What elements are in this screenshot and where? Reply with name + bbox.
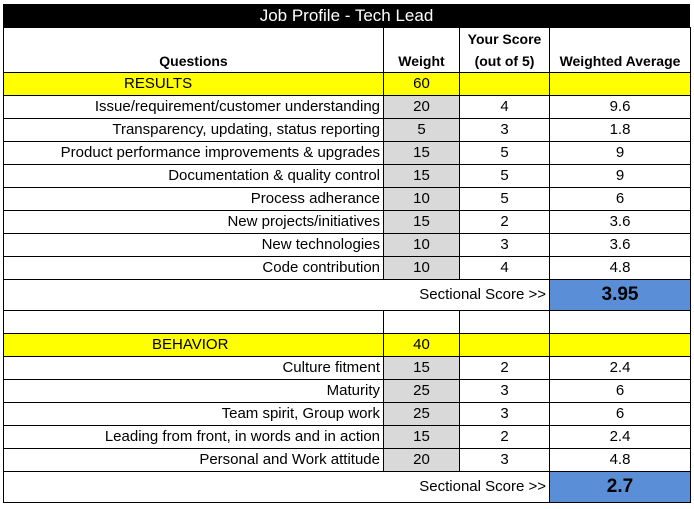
weighted-average-cell[interactable]: 9 (550, 165, 691, 188)
score-cell[interactable]: 3 (460, 449, 550, 472)
weighted-average-cell[interactable]: 3.6 (550, 234, 691, 257)
weight-cell[interactable]: 25 (384, 380, 460, 403)
blank-cell[interactable] (384, 311, 460, 334)
table-row (4, 426, 691, 449)
score-cell[interactable]: 5 (460, 165, 550, 188)
results-section-score-cell[interactable] (460, 73, 550, 96)
question-cell[interactable]: Culture fitment (4, 357, 384, 380)
score-cell[interactable]: 3 (460, 380, 550, 403)
results-sectional-score-label[interactable]: Sectional Score >> (4, 280, 550, 311)
blank-cell[interactable] (460, 311, 550, 334)
question-cell[interactable]: Transparency, updating, status reporting (4, 119, 384, 142)
results-section-avg-cell[interactable] (550, 73, 691, 96)
table-row (4, 142, 691, 165)
sheet-title: Job Profile - Tech Lead (3, 4, 690, 27)
weighted-average-cell[interactable]: 4.8 (550, 449, 691, 472)
score-cell[interactable]: 2 (460, 211, 550, 234)
weight-cell[interactable]: 20 (384, 96, 460, 119)
weight-cell[interactable]: 15 (384, 426, 460, 449)
score-cell[interactable]: 3 (460, 403, 550, 426)
weight-cell[interactable]: 15 (384, 165, 460, 188)
weight-cell[interactable]: 10 (384, 234, 460, 257)
behavior-section-label[interactable]: BEHAVIOR (4, 334, 384, 357)
question-cell[interactable]: New projects/initiatives (4, 211, 384, 234)
table-row (4, 211, 691, 234)
weighted-average-cell[interactable]: 6 (550, 188, 691, 211)
question-cell[interactable]: Code contribution (4, 257, 384, 280)
blank-cell[interactable] (4, 311, 384, 334)
table-row (4, 165, 691, 188)
question-cell[interactable]: Issue/requirement/customer understanding (4, 96, 384, 119)
table-row (4, 234, 691, 257)
table-row (4, 357, 691, 380)
weighted-average-cell[interactable]: 1.8 (550, 119, 691, 142)
score-cell[interactable]: 5 (460, 188, 550, 211)
header-row (4, 28, 691, 73)
behavior-sectional-score-value[interactable]: 2.7 (550, 472, 691, 503)
table-row (4, 403, 691, 426)
weight-cell[interactable]: 25 (384, 403, 460, 426)
behavior-section-weight[interactable]: 40 (384, 334, 460, 357)
table-row (4, 188, 691, 211)
score-cell[interactable]: 3 (460, 119, 550, 142)
results-sectional-score-row (4, 280, 691, 311)
spacer-row (4, 311, 691, 334)
question-cell[interactable]: Product performance improvements & upgrades (4, 142, 384, 165)
question-cell[interactable]: Documentation & quality control (4, 165, 384, 188)
table-row (4, 257, 691, 280)
header-weight[interactable]: Weight (384, 28, 460, 73)
weight-cell[interactable]: 5 (384, 119, 460, 142)
behavior-sectional-score-row (4, 472, 691, 503)
table-row (4, 380, 691, 403)
weight-cell[interactable]: 15 (384, 211, 460, 234)
weighted-average-cell[interactable]: 9 (550, 142, 691, 165)
results-sectional-score-value[interactable]: 3.95 (550, 280, 691, 311)
results-section-row (4, 73, 691, 96)
behavior-section-avg-cell[interactable] (550, 334, 691, 357)
blank-cell[interactable] (550, 311, 691, 334)
header-questions[interactable]: Questions (4, 28, 384, 73)
results-section-weight[interactable]: 60 (384, 73, 460, 96)
header-your-score-line2: (out of 5) (474, 53, 535, 69)
table-row (4, 96, 691, 119)
job-profile-table (3, 27, 691, 503)
weighted-average-cell[interactable]: 3.6 (550, 211, 691, 234)
weighted-average-cell[interactable]: 6 (550, 403, 691, 426)
table-row (4, 119, 691, 142)
score-cell[interactable]: 2 (460, 357, 550, 380)
question-cell[interactable]: Process adherance (4, 188, 384, 211)
score-cell[interactable]: 4 (460, 96, 550, 119)
question-cell[interactable]: Maturity (4, 380, 384, 403)
question-cell[interactable]: Leading from front, in words and in action (4, 426, 384, 449)
header-your-score-line1: Your Score (467, 31, 542, 47)
results-section-label[interactable]: RESULTS (4, 73, 384, 96)
header-weighted-average[interactable]: Weighted Average (550, 28, 691, 73)
weighted-average-cell[interactable]: 2.4 (550, 426, 691, 449)
score-cell[interactable]: 4 (460, 257, 550, 280)
behavior-section-row (4, 334, 691, 357)
question-cell[interactable]: Team spirit, Group work (4, 403, 384, 426)
table-row (4, 449, 691, 472)
header-your-score[interactable] (460, 28, 550, 73)
weighted-average-cell[interactable]: 2.4 (550, 357, 691, 380)
weighted-average-cell[interactable]: 6 (550, 380, 691, 403)
weight-cell[interactable]: 20 (384, 449, 460, 472)
weighted-average-cell[interactable]: 4.8 (550, 257, 691, 280)
question-cell[interactable]: New technologies (4, 234, 384, 257)
weight-cell[interactable]: 10 (384, 257, 460, 280)
weighted-average-cell[interactable]: 9.6 (550, 96, 691, 119)
behavior-sectional-score-label[interactable]: Sectional Score >> (4, 472, 550, 503)
score-cell[interactable]: 3 (460, 234, 550, 257)
weight-cell[interactable]: 15 (384, 357, 460, 380)
score-cell[interactable]: 5 (460, 142, 550, 165)
behavior-section-score-cell[interactable] (460, 334, 550, 357)
score-cell[interactable]: 2 (460, 426, 550, 449)
weight-cell[interactable]: 15 (384, 142, 460, 165)
question-cell[interactable]: Personal and Work attitude (4, 449, 384, 472)
weight-cell[interactable]: 10 (384, 188, 460, 211)
